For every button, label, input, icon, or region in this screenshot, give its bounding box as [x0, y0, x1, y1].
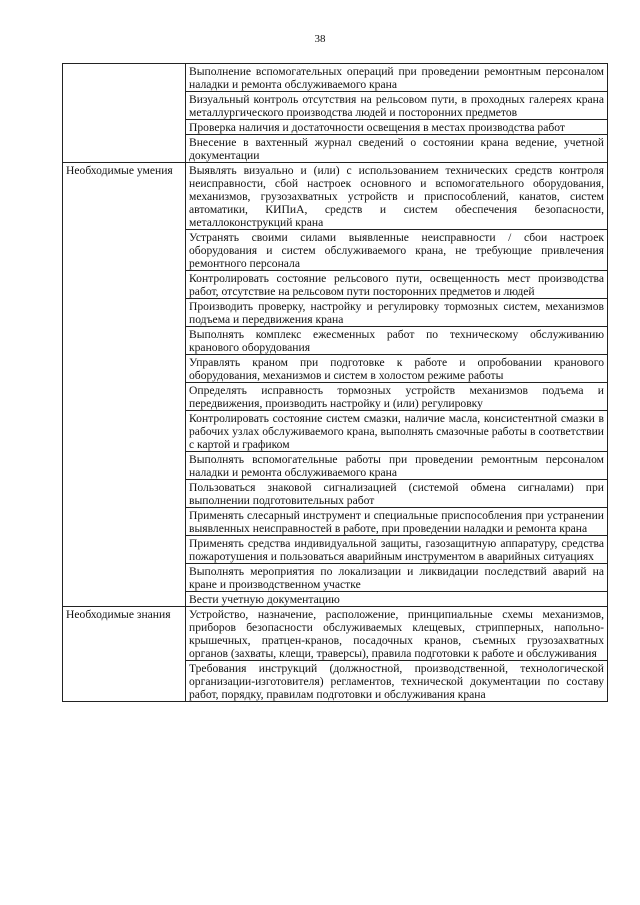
- table-cell: Проверка наличия и достаточности освещения в местах производства работ: [186, 120, 608, 135]
- table-cell: Пользоваться знаковой сигнализацией (системой обмена сигналами) при выполнении подготовительных работ: [186, 480, 608, 508]
- table-cell: Применять средства индивидуальной защиты, газозащитную аппаратуру, средства пожаротушения и пользоваться аварийным инструментом в аварийных ситуациях: [186, 536, 608, 564]
- section-label: [63, 64, 186, 163]
- table-cell: Устройство, назначение, расположение, принципиальные схемы механизмов, приборов безопасности обслуживаемых клещевых, стрипперных, напольно-крышечных, пратцен-кранов, посадочных кранов, съемных грузозахватных органов (захваты, клещи, траверсы), правила подготовки к работе и обслуживания: [186, 607, 608, 661]
- table-cell: Применять слесарный инструмент и специальные приспособления при устранении выявленных неисправностей в работе, при проведении наладки и ремонта крана: [186, 508, 608, 536]
- table-row: [63, 64, 608, 92]
- table-row: [63, 163, 608, 230]
- table-row: [63, 607, 608, 661]
- table-cell: Выполнение вспомогательных операций при проведении ремонтным персоналом наладки и ремонта обслуживаемого крана: [186, 64, 608, 92]
- table-cell: Внесение в вахтенный журнал сведений о состоянии крана ведение, учетной документации: [186, 135, 608, 163]
- section-label-skills: Необходимые умения: [63, 163, 186, 607]
- table-cell: Требования инструкций (должностной, производственной, технологической организации-изготовителя) регламентов, технической документации по составу работ, порядку, правилам подготовки и обслуживания крана: [186, 661, 608, 702]
- table-cell: Производить проверку, настройку и регулировку тормозных систем, механизмов подъема и передвижения крана: [186, 299, 608, 327]
- table-cell: Управлять краном при подготовке к работе и опробовании кранового оборудования, механизмов и систем в холостом режиме работы: [186, 355, 608, 383]
- table-cell: Визуальный контроль отсутствия на рельсовом пути, в проходных галереях крана металлургического производства людей и посторонних предметов: [186, 92, 608, 120]
- table-cell: Вести учетную документацию: [186, 592, 608, 607]
- table-cell: Выполнять мероприятия по локализации и ликвидации последствий аварий на кране и производственном участке: [186, 564, 608, 592]
- table-cell: Контролировать состояние рельсового пути, освещенность мест производства работ, отсутствие на рельсовом пути посторонних предметов и людей: [186, 271, 608, 299]
- table-cell: Выявлять визуально и (или) с использованием технических средств контроля неисправности, сбой настроек основного и вспомогательного оборудования, механизмов, грузозахватных устройств и приспособлений, канатов, систем автоматики, КИПиА, средств и систем обеспечения безопасности, металлоконструкций крана: [186, 163, 608, 230]
- table-cell: Выполнять комплекс ежесменных работ по техническому обслуживанию кранового оборудования: [186, 327, 608, 355]
- table-cell: Устранять своими силами выявленные неисправности / сбои настроек оборудования и систем обслуживаемого крана, не требующие привлечения ремонтного персонала: [186, 230, 608, 271]
- section-label-knowledge: Необходимые знания: [63, 607, 186, 702]
- page-number: 38: [314, 33, 326, 45]
- competency-table: [62, 63, 608, 702]
- table-cell: Выполнять вспомогательные работы при проведении ремонтным персоналом наладки и ремонта обслуживаемого крана: [186, 452, 608, 480]
- table-cell: Контролировать состояние систем смазки, наличие масла, консистентной смазки в рабочих узлах обслуживаемого крана, выполнять смазочные работы в соответствии с картой и графиком: [186, 411, 608, 452]
- table-cell: Определять исправность тормозных устройств механизмов подъема и передвижения, производить настройку и (или) регулировку: [186, 383, 608, 411]
